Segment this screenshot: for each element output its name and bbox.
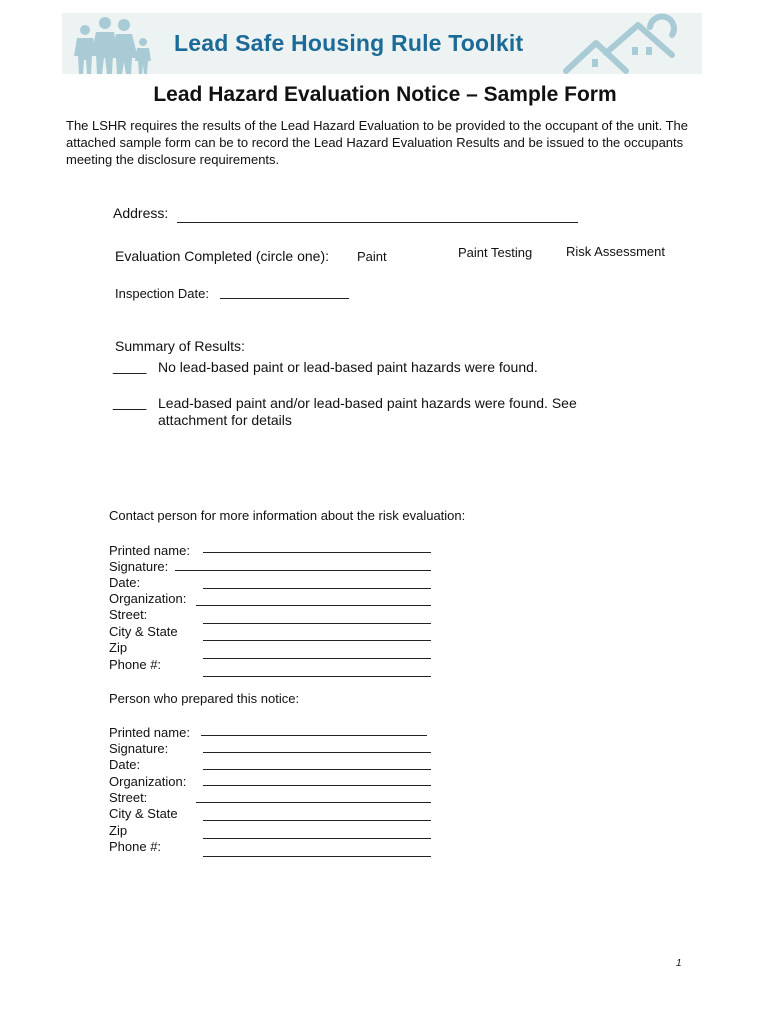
contact-street-label: Street:: [109, 607, 148, 622]
contact-heading: Contact person for more information about the risk evaluation:: [109, 508, 466, 523]
family-icon: [68, 16, 154, 74]
preparer-organization-label: Organization:: [109, 774, 187, 789]
preparer-date-field[interactable]: [203, 769, 431, 770]
header-banner: [62, 13, 702, 74]
contact-printed-name-field[interactable]: [203, 552, 431, 553]
preparer-street-label: Street:: [109, 790, 148, 805]
contact-city-state-label: City & State: [109, 624, 178, 639]
preparer-signature-field[interactable]: [203, 752, 431, 753]
contact-printed-name-label: Printed name:: [109, 543, 190, 558]
preparer-signature-label: Signature:: [109, 741, 169, 756]
page-number: 1: [676, 958, 682, 969]
evaluation-label: Evaluation Completed (circle one):: [115, 248, 329, 264]
contact-organization-field[interactable]: [196, 605, 431, 606]
contact-zip-field[interactable]: [203, 658, 431, 659]
contact-phone-field[interactable]: [203, 676, 431, 677]
address-label: Address:: [113, 205, 169, 221]
contact-zip-label: Zip: [109, 640, 128, 655]
preparer-phone-label: Phone #:: [109, 839, 162, 854]
preparer-printed-name-label: Printed name:: [109, 725, 190, 740]
result-2-text-line1: Lead-based paint and/or lead-based paint hazards were found. See: [158, 395, 577, 411]
contact-date-field[interactable]: [203, 588, 431, 589]
contact-phone-label: Phone #:: [109, 657, 162, 672]
preparer-city-state-field[interactable]: [203, 820, 431, 821]
summary-label: Summary of Results:: [115, 338, 245, 354]
inspection-date-label: Inspection Date:: [115, 286, 209, 301]
address-field[interactable]: [177, 222, 578, 223]
preparer-date-label: Date:: [109, 757, 141, 772]
house-icon: [562, 13, 692, 74]
preparer-organization-field[interactable]: [203, 785, 431, 786]
contact-signature-field[interactable]: [175, 570, 431, 571]
preparer-zip-label: Zip: [109, 823, 128, 838]
option-paint[interactable]: Paint: [357, 249, 387, 264]
option-paint-testing[interactable]: Paint Testing: [458, 245, 533, 260]
contact-organization-label: Organization:: [109, 591, 187, 606]
result-2-text-line2: attachment for details: [158, 412, 292, 428]
option-risk-assessment[interactable]: Risk Assessment: [566, 244, 665, 259]
preparer-printed-name-field[interactable]: [201, 735, 427, 736]
contact-signature-label: Signature:: [109, 559, 169, 574]
preparer-heading: Person who prepared this notice:: [109, 691, 300, 706]
preparer-zip-field[interactable]: [203, 838, 431, 839]
result-2-checkbox[interactable]: ____: [113, 394, 147, 411]
contact-street-field[interactable]: [203, 623, 431, 624]
page-title: Lead Hazard Evaluation Notice – Sample Form: [153, 83, 617, 106]
preparer-city-state-label: City & State: [109, 806, 178, 821]
result-1-checkbox[interactable]: ____: [113, 358, 147, 375]
preparer-street-field[interactable]: [196, 802, 431, 803]
toolkit-title: Lead Safe Housing Rule Toolkit: [174, 30, 524, 56]
inspection-date-field[interactable]: [220, 298, 349, 299]
result-1-text: No lead-based paint or lead-based paint hazards were found.: [158, 359, 538, 375]
intro-paragraph: The LSHR requires the results of the Lead Hazard Evaluation to be provided to the occupant of the unit. The attached sample form can be to record the Lead Hazard Evaluation Results and be issued to the occupants meeting the disclosure requirements.: [66, 118, 688, 167]
contact-city-state-field[interactable]: [203, 640, 431, 641]
contact-date-label: Date:: [109, 575, 141, 590]
preparer-phone-field[interactable]: [203, 856, 431, 857]
